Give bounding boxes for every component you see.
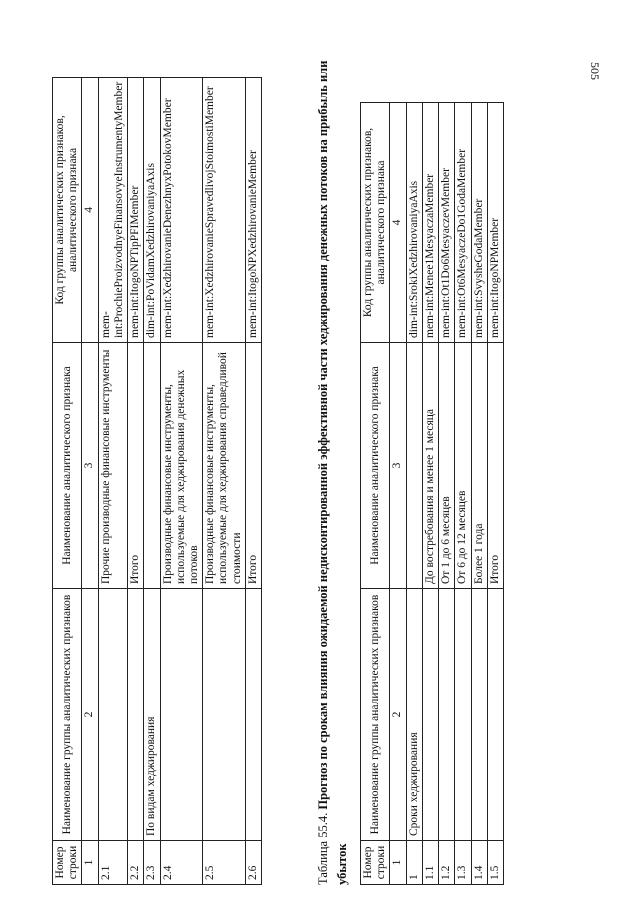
code-cell: mem-int:SvysheGodaMember xyxy=(471,103,487,343)
table-header-row xyxy=(53,77,82,884)
attribute-name-cell: Производные финансовые инструменты, используемые для хеджирования денежных потоков xyxy=(160,343,203,589)
table-row xyxy=(471,103,487,885)
code-cell: mem-int:Menee1MesyaczaMember xyxy=(422,103,438,343)
group-name-cell xyxy=(128,589,144,841)
index-cell: 3 xyxy=(390,343,406,589)
row-number-cell: 1.5 xyxy=(487,841,503,885)
caption-title: Прогноз по срокам влияния ожидаемой недисконтированной эффективной части хеджирования денежных потоков на прибыль или убыток xyxy=(316,60,350,885)
table-hedging-types xyxy=(52,77,262,885)
header-group-name: Наименование группы аналитических признаков xyxy=(53,589,82,841)
header-group-name: Наименование группы аналитических признаков xyxy=(361,589,390,841)
caption-prefix: Таблица 55.4. xyxy=(316,812,330,885)
group-name-cell xyxy=(422,589,438,841)
header-attribute-name: Наименование аналитического признака xyxy=(53,343,82,589)
index-cell: 3 xyxy=(82,343,98,589)
table-row xyxy=(455,103,471,885)
table-row xyxy=(160,77,203,884)
index-cell: 1 xyxy=(82,841,98,885)
attribute-name-cell: Производные финансовые инструменты, используемые для хеджирования справедливой стоимости xyxy=(203,343,246,589)
table-row xyxy=(144,77,160,884)
code-cell: mem-int:ItogoNPTipPFIMember xyxy=(128,77,144,342)
index-cell: 4 xyxy=(82,77,98,342)
code-cell: mem-int:ItogoNPMember xyxy=(487,103,503,343)
attribute-name-cell xyxy=(406,343,422,589)
group-name-cell: По видам хеджирования xyxy=(144,589,160,841)
group-name-cell xyxy=(487,589,503,841)
table-header-row xyxy=(361,103,390,885)
row-number-cell: 2.1 xyxy=(98,841,127,885)
code-cell: mem-int:Ot6MesyaczeDo1GodaMember xyxy=(455,103,471,343)
attribute-name-cell: До востребования и менее 1 месяца xyxy=(422,343,438,589)
attribute-name-cell: Итого xyxy=(487,343,503,589)
row-number-cell: 2.2 xyxy=(128,841,144,885)
code-cell: mem-int:ItogoNPXedzhirovanieMember xyxy=(245,77,261,342)
table-row xyxy=(203,77,246,884)
index-cell: 4 xyxy=(390,103,406,343)
code-cell: mem-int:ProchieProizvodnyeFinansovyeInstrumentyMember xyxy=(98,77,127,342)
row-number-cell: 1.3 xyxy=(455,841,471,885)
code-cell: mem-int:XedzhirovanieSpravedlivojStoimostiMember xyxy=(203,77,246,342)
rotated-content xyxy=(52,55,572,885)
attribute-name-cell xyxy=(144,343,160,589)
group-name-cell xyxy=(98,589,127,841)
header-code: Код группы аналитических признаков, аналитического признака xyxy=(361,103,390,343)
row-number-cell: 1.1 xyxy=(422,841,438,885)
attribute-name-cell: Итого xyxy=(245,343,261,589)
header-attribute-name: Наименование аналитического признака xyxy=(361,343,390,589)
index-cell: 2 xyxy=(82,589,98,841)
table-index-row xyxy=(390,103,406,885)
table-row xyxy=(422,103,438,885)
group-name-cell xyxy=(203,589,246,841)
header-code: Код группы аналитических признаков, аналитического признака xyxy=(53,77,82,342)
table-index-row xyxy=(82,77,98,884)
index-cell: 2 xyxy=(390,589,406,841)
header-row-number: Номер строки xyxy=(53,841,82,885)
header-row-number: Номер строки xyxy=(361,841,390,885)
table-row xyxy=(98,77,127,884)
row-number-cell: 1.4 xyxy=(471,841,487,885)
row-number-cell: 2.5 xyxy=(203,841,246,885)
page-number: 505 xyxy=(588,62,602,80)
row-number-cell: 2.4 xyxy=(160,841,203,885)
table-row xyxy=(128,77,144,884)
code-cell: dim-int:SrokiXedzhirovaniyaAxis xyxy=(406,103,422,343)
group-name-cell: Сроки хеджирования xyxy=(406,589,422,841)
table-caption xyxy=(314,55,353,885)
table-row xyxy=(487,103,503,885)
group-name-cell xyxy=(439,589,455,841)
group-name-cell xyxy=(160,589,203,841)
table-row xyxy=(245,77,261,884)
group-name-cell xyxy=(245,589,261,841)
table-row xyxy=(439,103,455,885)
index-cell: 1 xyxy=(390,841,406,885)
attribute-name-cell: Итого xyxy=(128,343,144,589)
group-name-cell xyxy=(455,589,471,841)
row-number-cell: 2.3 xyxy=(144,841,160,885)
attribute-name-cell: От 6 до 12 месяцев xyxy=(455,343,471,589)
attribute-name-cell: Более 1 года xyxy=(471,343,487,589)
code-cell: mem-int:XedzhirovanieDenezhnyxPotokovMember xyxy=(160,77,203,342)
code-cell: dim-int:PoVidamXedzhirovaniyaAxis xyxy=(144,77,160,342)
row-number-cell: 2.6 xyxy=(245,841,261,885)
table-row xyxy=(406,103,422,885)
code-cell: mem-int:Ot1Do6MesyaczevMember xyxy=(439,103,455,343)
group-name-cell xyxy=(471,589,487,841)
attribute-name-cell: От 1 до 6 месяцев xyxy=(439,343,455,589)
row-number-cell: 1 xyxy=(406,841,422,885)
attribute-name-cell: Прочие производные финансовые инструменты xyxy=(98,343,127,589)
table-hedging-terms xyxy=(360,102,504,885)
row-number-cell: 1.2 xyxy=(439,841,455,885)
